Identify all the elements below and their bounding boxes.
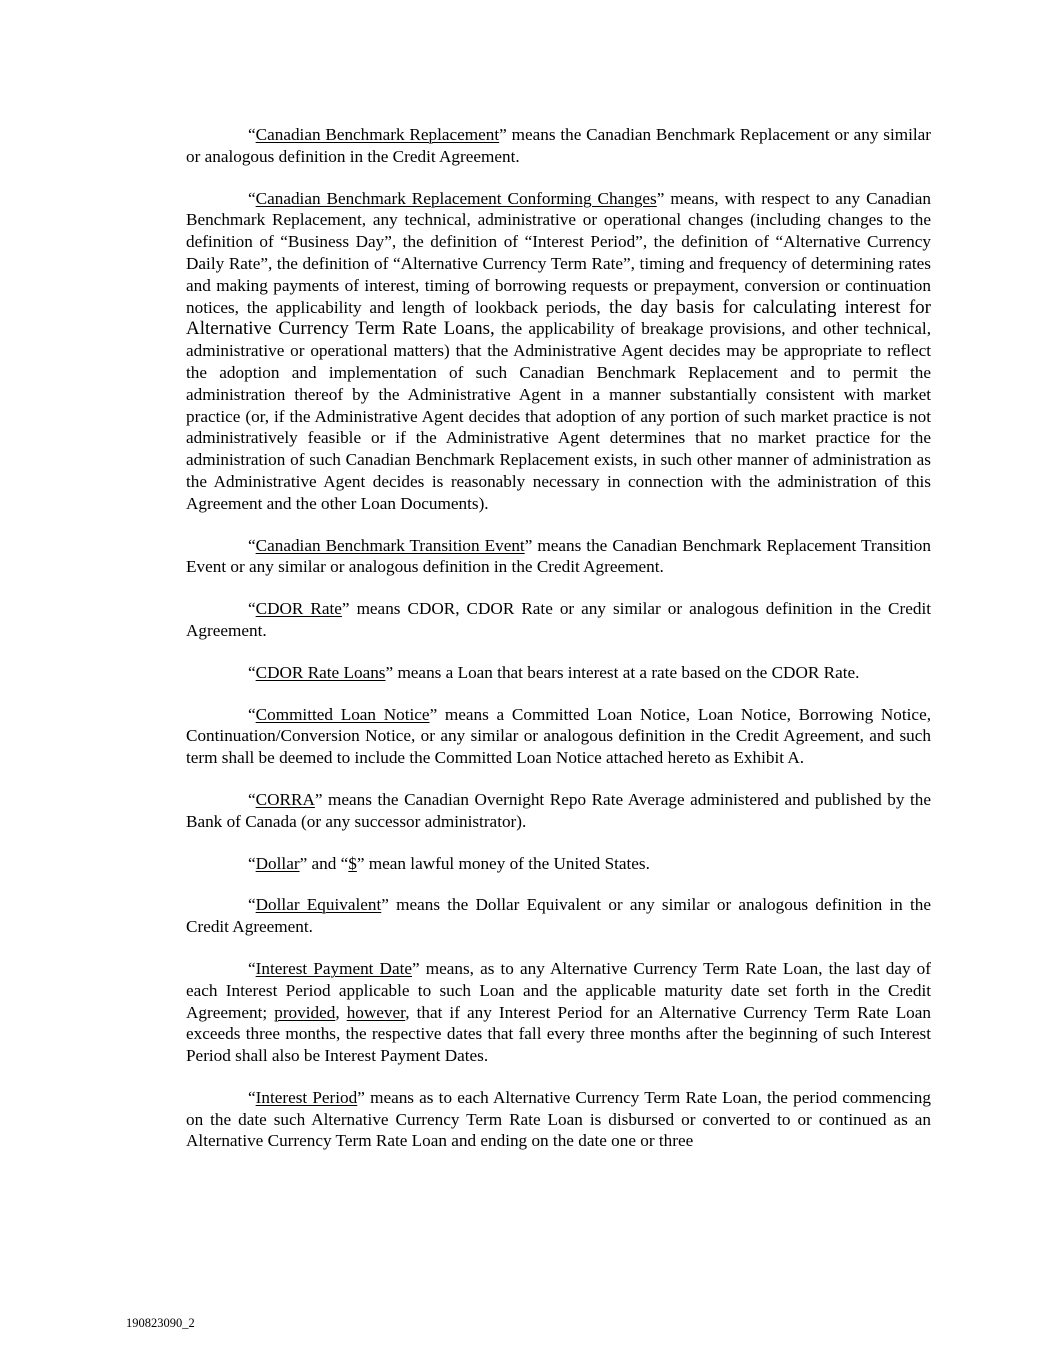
provided-term: provided [274, 1002, 336, 1022]
definition-interest-payment-date: “Interest Payment Date” means, as to any Alternative Currency Term Rate Loan, the last day of each Interest Period applicable to such Loan and the applicable maturity date set forth in the Credit Agreement; provided, however, that if any Interest Period for an Alternative Currency Term Rate Loan exceeds three months, the respective dates that fall every three months after the beginning of such Interest Period shall also be Interest Payment Dates. [186, 958, 932, 1066]
definition-committed-loan-notice: “Committed Loan Notice” means a Committed Loan Notice, Loan Notice, Borrowing Notice, Continuation/Conversion Notice, or any similar or analogous definition in the Credit Agreement, and such term shall be deemed to include the Committed Loan Notice attached hereto as Exhibit A. [186, 704, 931, 768]
defined-term: Canadian Benchmark Transition Event [255, 535, 525, 555]
defined-term: $ [348, 853, 357, 873]
defined-term: Interest Period [255, 1087, 358, 1107]
definition-cdor-rate: “CDOR Rate” means CDOR, CDOR Rate or any similar or analogous definition in the Credit Agreement. [186, 599, 931, 640]
defined-term: Canadian Benchmark Replacement [255, 125, 500, 144]
however-term: however [346, 1002, 406, 1022]
defined-term: Dollar Equivalent [255, 895, 382, 915]
defined-term: CDOR Rate Loans [255, 662, 386, 682]
defined-term: Committed Loan Notice [255, 704, 430, 724]
definition-interest-period: “Interest Period” means as to each Alternative Currency Term Rate Loan, the period commencing on the date such Alternative Currency Term Rate Loan is disbursed or converted to or continued as an Alternative Currency Term Rate Loan and ending on the date one or three [186, 1087, 931, 1151]
definition-cdor-rate-loans: “CDOR Rate Loans” means a Loan that bears interest at a rate based on the CDOR Rate. [248, 662, 860, 682]
definition-dollar-equivalent: “Dollar Equivalent” means the Dollar Equivalent or any similar or analogous definition in the Credit Agreement. [186, 895, 932, 937]
defined-term: CORRA [255, 789, 315, 809]
definition-canadian-benchmark-replacement: “Canadian Benchmark Replacement” means the Canadian Benchmark Replacement or any similar or analogous definition in the Credit Agreement. [186, 125, 931, 166]
document-id-footer: 190823090_2 [126, 1316, 195, 1330]
definition-conforming-changes: “Canadian Benchmark Replacement Conforming Changes” means, with respect to any Canadian Benchmark Replacement, any technical, administrative or operational changes (including changes to the definition of “Business Day”, the definition of “Interest Period”, the definition of “Alternative Currency Daily Rate”, the definition of “Alternative Currency Term Rate”, timing and frequency of determining rates and making payments of interest, timing of borrowing requests or prepayment, conversion or continuation notices, the applicability and length of lookback periods, the day basis for calculating interest for Alternative Currency Term Rate Loans, the applicability of breakage provisions, and other technical, administrative or operational matters) that the Administrative Agent decides may be appropriate to reflect the adoption and implementation of such Canadian Benchmark Replacement and to permit the administration thereof by the Administrative Agent in a manner substantially consistent with market practice (or, if the Administrative Agent decides that adoption of any portion of such market practice is not administratively feasible or if the Administrative Agent determines that no market practice for the administration of such Canadian Benchmark Replacement exists, in such other manner of administration as the Administrative Agent decides is reasonably necessary in connection with the administration of this Agreement and the other Loan Documents). [186, 188, 931, 513]
definition-canadian-benchmark-transition-event: “Canadian Benchmark Transition Event” means the Canadian Benchmark Replacement Transition Event or any similar or analogous definition in the Credit Agreement. [186, 535, 931, 577]
definition-corra: “CORRA” means the Canadian Overnight Repo Rate Average administered and published by the Bank of Canada (or any successor administrator). [186, 789, 931, 831]
defined-term: Interest Payment Date [255, 958, 413, 978]
defined-term: Dollar [255, 853, 300, 873]
document-page [186, 124, 931, 1172]
defined-term: Canadian Benchmark Replacement Conforming Changes [255, 188, 657, 208]
definition-dollar: “Dollar” and “$” mean lawful money of the United States. [248, 853, 650, 873]
defined-term: CDOR Rate [255, 599, 342, 619]
